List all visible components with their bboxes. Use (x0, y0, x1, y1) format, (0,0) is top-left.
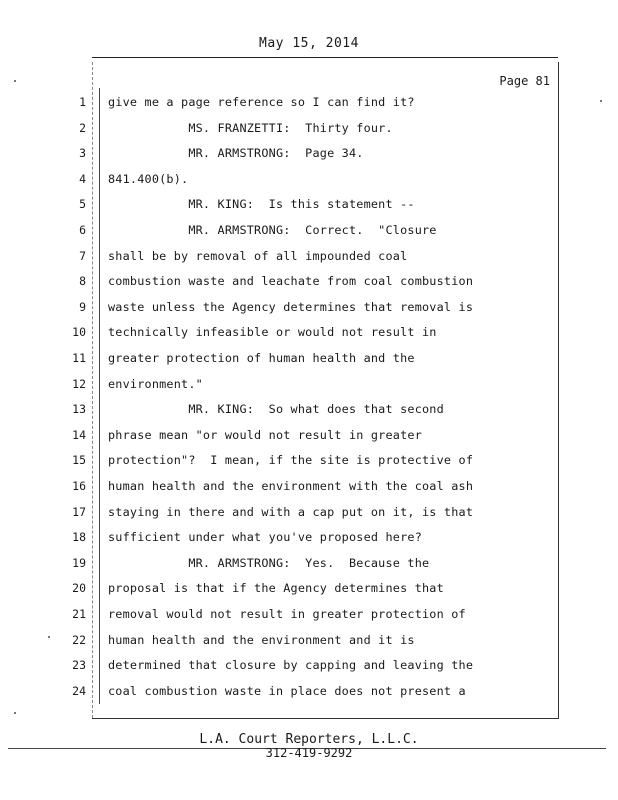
header-divider (92, 57, 558, 58)
line-number: 2 (79, 120, 86, 135)
line-number: 22 (72, 632, 86, 647)
line-text: proposal is that if the Agency determines that (108, 581, 444, 596)
line-number: 11 (72, 351, 86, 365)
line-text: removal would not result in greater protection of (108, 607, 466, 621)
line-text: coal combustion waste in place does not present a (108, 683, 466, 698)
line-text: MR. ARMSTRONG: Page 34. (108, 146, 364, 161)
line-text: staying in there and with a cap put on it, is that (108, 504, 474, 519)
scan-speck (48, 636, 50, 638)
footer-phone: 312-419-9292 (265, 746, 353, 760)
line-number: 24 (72, 683, 86, 698)
line-number: 6 (79, 223, 86, 237)
line-text: phrase mean "or would not result in greater (108, 427, 422, 442)
line-text: human health and the environment and it is (108, 632, 415, 647)
line-number: 3 (79, 146, 86, 161)
line-number: 17 (72, 504, 86, 519)
line-number: 16 (72, 479, 86, 493)
line-text: protection"? I mean, if the site is protective of (108, 453, 474, 468)
header-date: May 15, 2014 (259, 36, 359, 51)
line-text: environment." (108, 376, 203, 391)
footer-company: L.A. Court Reporters, L.L.C. (199, 732, 419, 747)
line-text: shall be by removal of all impounded coal (108, 248, 408, 263)
line-text: determined that closure by capping and leaving the (108, 658, 474, 673)
line-number: 7 (79, 248, 86, 263)
line-number: 4 (79, 171, 86, 186)
line-text: MS. FRANZETTI: Thirty four. (108, 120, 393, 135)
line-number: 13 (72, 402, 86, 417)
line-number-margin-rule (99, 88, 100, 704)
line-text: waste unless the Agency determines that removal is (108, 299, 474, 314)
scan-speck (14, 712, 16, 714)
line-number: 23 (72, 658, 86, 673)
line-number: 21 (72, 607, 86, 621)
line-text: technically infeasible or would not result in (108, 325, 437, 340)
scan-speck (600, 100, 602, 102)
line-number: 12 (72, 376, 86, 391)
page-frame-left-edge (92, 62, 93, 718)
line-text: combustion waste and leachate from coal combustion (108, 274, 474, 289)
line-text: MR. ARMSTRONG: Yes. Because the (108, 555, 430, 570)
line-text: MR. ARMSTRONG: Correct. "Closure (108, 223, 437, 237)
line-number: 14 (72, 427, 86, 442)
line-number: 8 (79, 274, 86, 289)
page-number: Page 81 (499, 74, 550, 88)
line-text: 841.400(b). (108, 171, 189, 186)
line-number: 18 (72, 530, 86, 545)
line-text: MR. KING: Is this statement -- (108, 197, 415, 212)
line-number: 1 (79, 95, 86, 109)
line-number: 10 (72, 325, 86, 340)
line-number: 15 (72, 453, 86, 468)
line-text: greater protection of human health and the (108, 351, 415, 365)
line-text: sufficient under what you've proposed here? (108, 530, 422, 545)
line-text: MR. KING: So what does that second (108, 402, 444, 417)
line-number: 20 (72, 581, 86, 596)
line-number: 9 (79, 299, 86, 314)
line-text: give me a page reference so I can find it? (108, 95, 415, 109)
line-text: human health and the environment with the coal ash (108, 479, 474, 493)
scan-speck (14, 80, 16, 82)
line-number: 19 (72, 555, 86, 570)
line-number: 5 (79, 197, 86, 212)
